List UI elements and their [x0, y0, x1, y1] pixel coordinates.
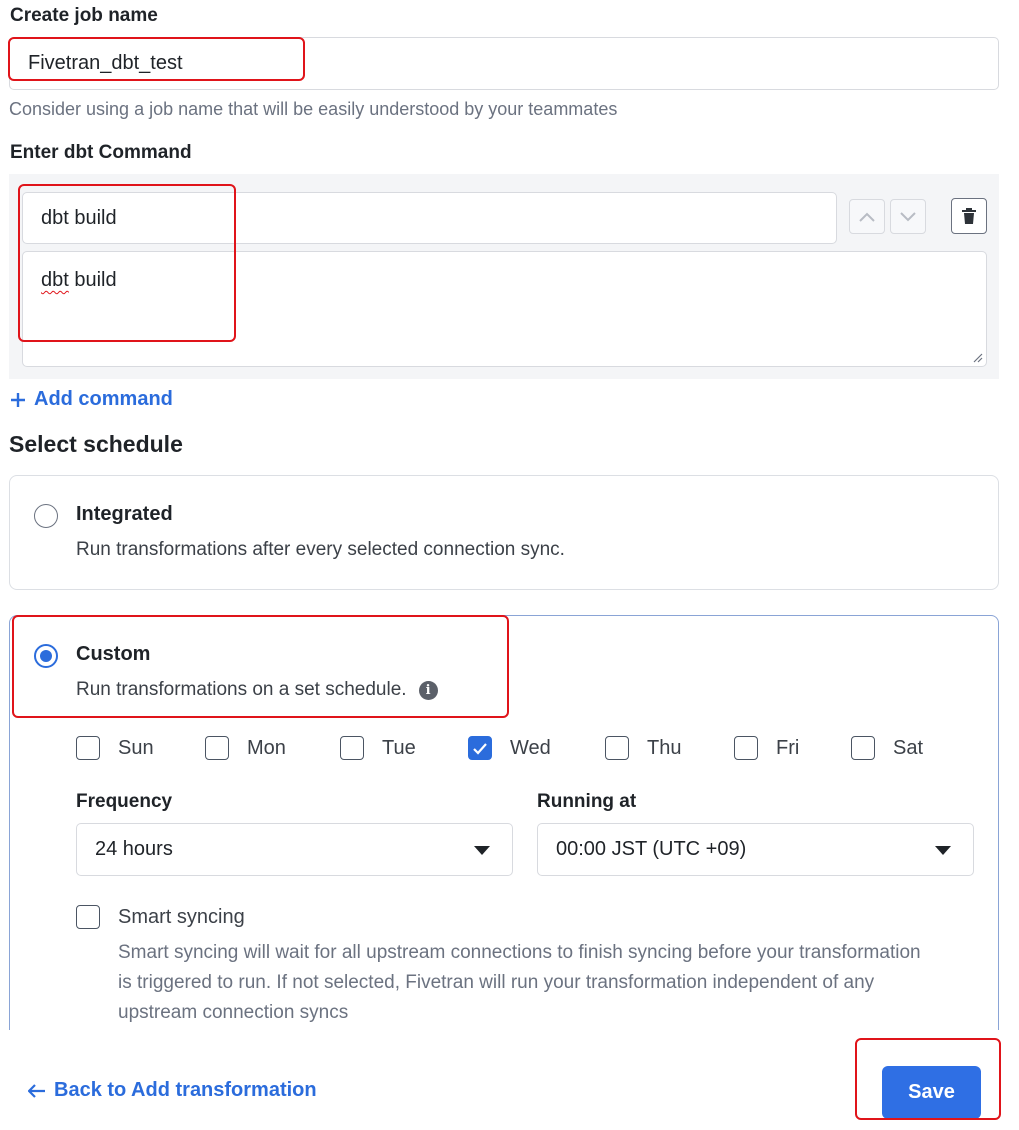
day-sun-label: Sun: [118, 736, 154, 759]
running-at-label: Running at: [537, 791, 637, 812]
day-thu-label: Thu: [647, 736, 682, 759]
job-name-hint: Consider using a job name that will be easily understood by your teammates: [9, 99, 618, 119]
custom-radio[interactable]: [34, 644, 58, 668]
integrated-title: Integrated: [76, 503, 173, 525]
day-fri-checkbox[interactable]: [734, 736, 758, 760]
integrated-radio[interactable]: [34, 504, 58, 528]
smart-syncing-checkbox[interactable]: [76, 905, 100, 929]
day-sun-checkbox[interactable]: [76, 736, 100, 760]
integrated-option-card[interactable]: [9, 475, 999, 590]
day-wed-checkbox[interactable]: [468, 736, 492, 760]
day-thu-checkbox[interactable]: [605, 736, 629, 760]
running-at-value: 00:00 JST (UTC +09): [556, 838, 747, 860]
smart-syncing-description: Smart syncing will wait for all upstream connections to finish syncing before your transformation is triggered to run. If not selected, Fivetran will run your transformation independent of any upstream connection syncs: [118, 942, 921, 1023]
schedule-heading: Select schedule: [9, 431, 183, 457]
custom-description: Run transformations on a set schedule.: [76, 679, 407, 700]
custom-option-card[interactable]: [9, 615, 999, 1030]
move-up-button[interactable]: [849, 199, 885, 234]
smart-syncing-option[interactable]: [76, 905, 245, 929]
chevron-down-icon: [899, 211, 917, 223]
day-tue[interactable]: [340, 736, 416, 760]
spellcheck-word: dbt: [41, 269, 69, 291]
day-mon-checkbox[interactable]: [205, 736, 229, 760]
back-link[interactable]: [28, 1079, 317, 1102]
smart-syncing-label: Smart syncing: [118, 905, 245, 928]
day-tue-checkbox[interactable]: [340, 736, 364, 760]
caret-down-icon: [935, 846, 951, 855]
frequency-value: 24 hours: [95, 838, 173, 860]
day-sat-checkbox[interactable]: [851, 736, 875, 760]
day-tue-label: Tue: [382, 736, 416, 759]
frequency-select[interactable]: [76, 823, 513, 876]
day-thu[interactable]: [605, 736, 681, 760]
checkmark-icon: [472, 742, 488, 755]
job-name-input[interactable]: [9, 37, 999, 90]
chevron-up-icon: [858, 211, 876, 223]
textarea-rest: build: [68, 269, 117, 291]
job-name-label: Create job name: [10, 5, 158, 26]
add-command-link[interactable]: [10, 388, 173, 411]
resize-handle-icon[interactable]: [971, 351, 983, 363]
day-wed[interactable]: [468, 736, 551, 760]
delete-command-button[interactable]: [951, 198, 987, 234]
custom-title: Custom: [76, 643, 151, 665]
arrow-left-icon: [28, 1084, 46, 1098]
save-button[interactable]: Save: [882, 1066, 981, 1119]
day-mon[interactable]: [205, 736, 286, 760]
day-sat[interactable]: [851, 736, 923, 760]
running-at-select[interactable]: [537, 823, 974, 876]
day-fri-label: Fri: [776, 736, 800, 759]
textarea-content: [41, 269, 117, 292]
job-name-value: Fivetran_dbt_test: [28, 52, 183, 74]
dbt-command-textarea[interactable]: [22, 251, 987, 367]
dbt-command-value: dbt build: [41, 206, 117, 229]
day-wed-label: Wed: [510, 736, 551, 759]
day-mon-label: Mon: [247, 736, 286, 759]
day-sat-label: Sat: [893, 736, 924, 759]
plus-icon: [10, 392, 26, 408]
back-link-label: Back to Add transformation: [54, 1079, 317, 1101]
day-sun[interactable]: [76, 736, 154, 760]
integrated-description: Run transformations after every selected connection sync.: [76, 539, 565, 560]
days-row: [76, 736, 976, 768]
add-command-label: Add command: [34, 388, 173, 410]
caret-down-icon: [474, 846, 490, 855]
trash-icon: [961, 207, 977, 225]
dbt-command-input[interactable]: [22, 192, 837, 244]
custom-description-row: [76, 679, 438, 701]
dbt-command-label: Enter dbt Command: [10, 142, 192, 163]
day-fri[interactable]: [734, 736, 799, 760]
move-down-button[interactable]: [890, 199, 926, 234]
info-icon[interactable]: i: [419, 681, 438, 700]
frequency-label: Frequency: [76, 791, 173, 812]
